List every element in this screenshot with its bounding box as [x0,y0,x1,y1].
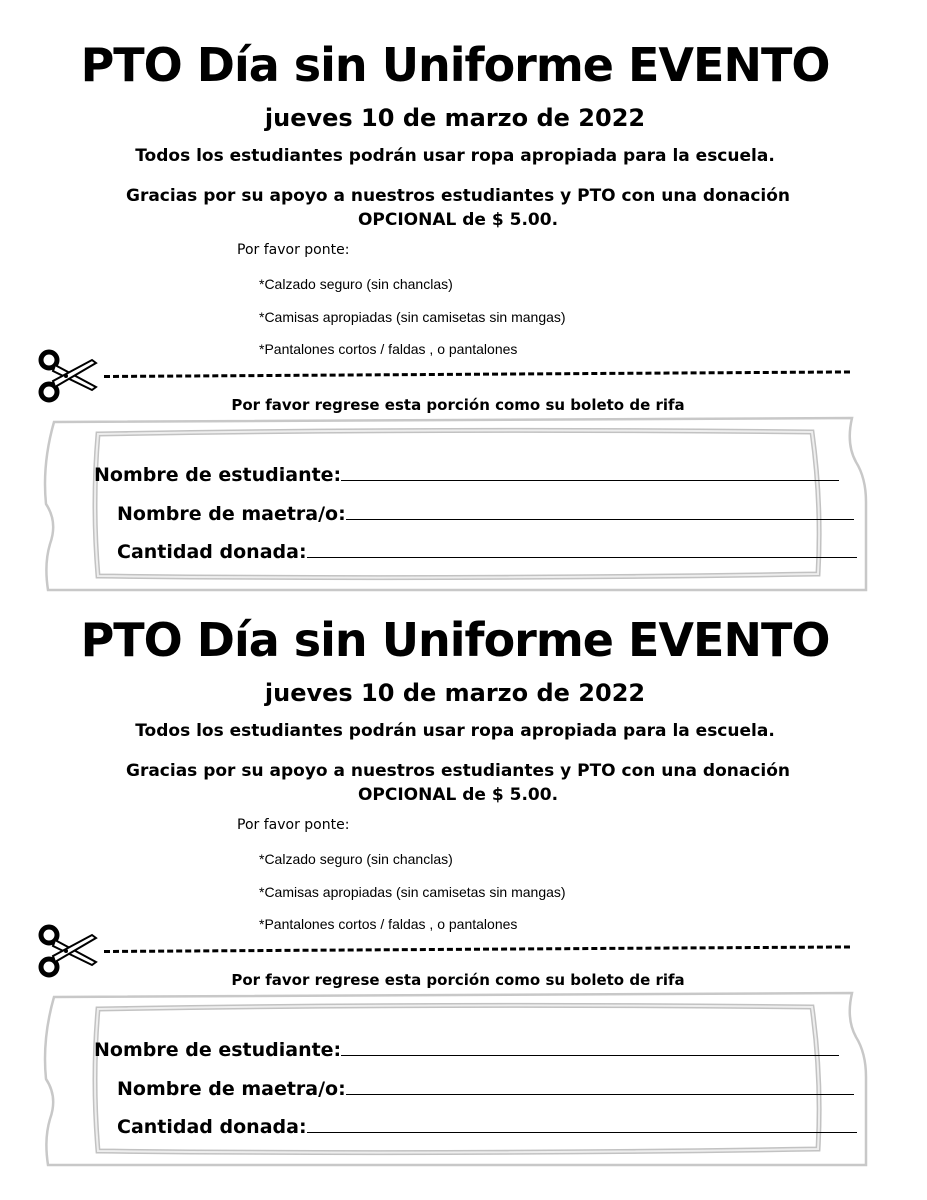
student-name-field[interactable] [94,1037,839,1061]
amount-donated-line[interactable] [307,1114,857,1133]
dress-item: *Calzado seguro (sin chanclas) [259,851,453,867]
dress-policy-text: Todos los estudiantes podrán usar ropa apropiada para la escuela. [135,721,775,741]
event-title: PTO Día sin Uniforme EVENTO [80,613,830,667]
teacher-name-label: Nombre de maetra/o: [117,1078,346,1100]
dress-item: *Pantalones cortos / faldas , o pantalones [259,341,518,357]
donation-amount: de $ 5.00. [456,210,559,230]
amount-donated-line[interactable] [307,539,857,558]
teacher-name-label: Nombre de maetra/o: [117,503,346,525]
dress-policy-text: Todos los estudiantes podrán usar ropa apropiada para la escuela. [135,146,775,166]
donation-thanks-line: Gracias por su apoyo a nuestros estudiantes y PTO con una donación [125,186,791,206]
student-name-label: Nombre de estudiante: [94,464,342,486]
flyer-bottom [0,575,927,1165]
student-name-field[interactable] [94,462,839,486]
teacher-name-line[interactable] [346,501,854,520]
donation-thanks [0,184,916,232]
amount-donated-label: Cantidad donada: [117,1116,307,1138]
cut-line [104,945,850,953]
amount-donated-field[interactable] [117,539,857,563]
donation-thanks-line: Gracias por su apoyo a nuestros estudiantes y PTO con una donación [125,761,791,781]
return-note: Por favor regrese esta porción como su boleto de rifa [231,396,685,414]
donation-thanks [0,759,916,807]
please-wear-heading: Por favor ponte: [237,817,350,833]
dress-item: *Camisas apropiadas (sin camisetas sin mangas) [259,309,566,325]
dress-item: *Pantalones cortos / faldas , o pantalones [259,916,518,932]
flyer-top [0,0,927,590]
teacher-name-line[interactable] [346,1076,854,1095]
student-name-label: Nombre de estudiante: [94,1039,342,1061]
optional-label: OPCIONAL [357,210,457,230]
teacher-name-field[interactable] [117,1076,854,1100]
dress-item: *Calzado seguro (sin chanclas) [259,276,453,292]
event-date: jueves 10 de marzo de 2022 [264,104,646,132]
amount-donated-label: Cantidad donada: [117,541,307,563]
cut-line [104,370,850,378]
raffle-ticket-border [40,979,870,1169]
event-title: PTO Día sin Uniforme EVENTO [80,38,830,92]
amount-donated-field[interactable] [117,1114,857,1138]
raffle-ticket-border [40,404,870,594]
return-note: Por favor regrese esta porción como su boleto de rifa [231,971,685,989]
please-wear-heading: Por favor ponte: [237,242,350,258]
dress-item: *Camisas apropiadas (sin camisetas sin mangas) [259,884,566,900]
student-name-line[interactable] [341,462,839,481]
donation-amount: de $ 5.00. [456,785,559,805]
student-name-line[interactable] [341,1037,839,1056]
teacher-name-field[interactable] [117,501,854,525]
optional-label: OPCIONAL [357,785,457,805]
event-date: jueves 10 de marzo de 2022 [264,679,646,707]
